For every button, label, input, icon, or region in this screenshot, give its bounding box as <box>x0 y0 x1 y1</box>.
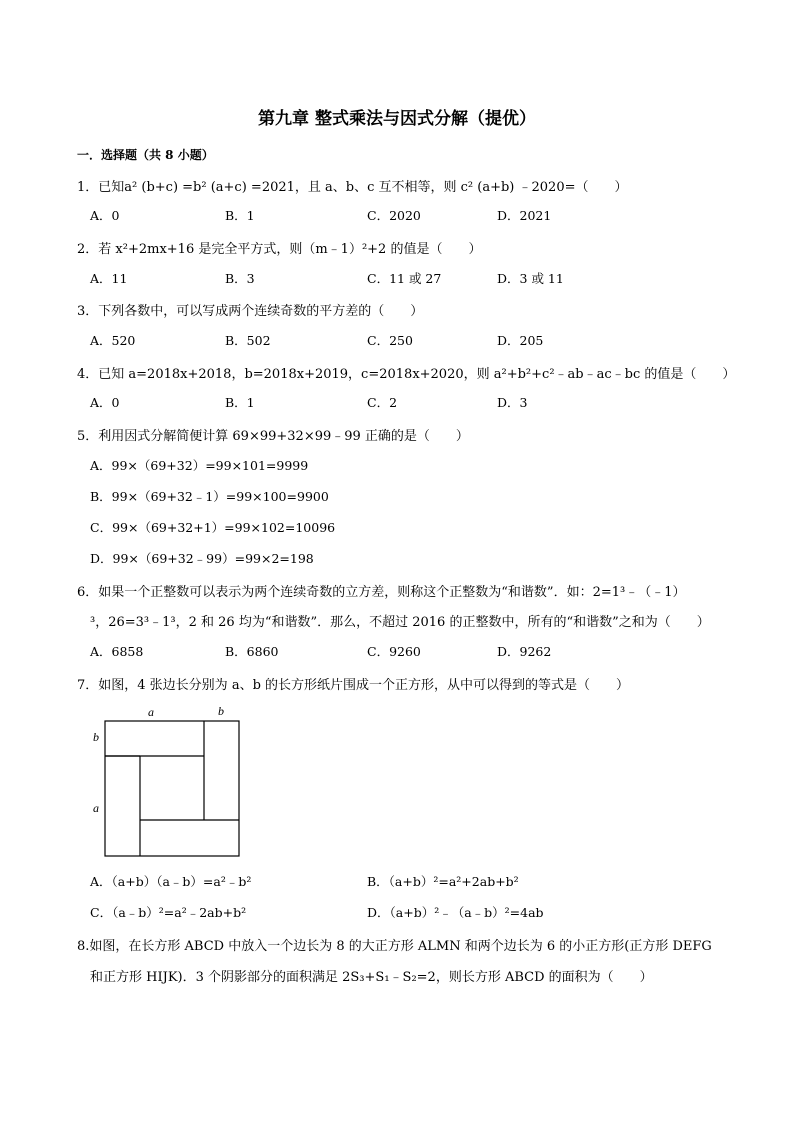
question-number: 6． <box>77 585 99 600</box>
option-a: A．0 <box>90 208 120 223</box>
question-6 <box>77 581 686 600</box>
question-number: 4． <box>77 367 99 382</box>
option-d: D．3 或 11 <box>497 271 564 286</box>
option-d: D．3 <box>497 395 528 410</box>
question-3 <box>77 300 423 319</box>
option-b: B．1 <box>225 208 255 223</box>
label-top-b: b <box>218 704 224 718</box>
option-b: B．3 <box>225 271 255 286</box>
option-d: D．205 <box>497 333 544 348</box>
option-d: D．99×（69+32﹣99）=99×2=198 <box>90 551 314 566</box>
label-left-b: b <box>93 730 99 744</box>
question-expression: a² (b+c) =b² (a+c) =2021，且 a、b、c 互不相等，则 c² (a+b) ﹣2020=（ ） <box>124 180 628 195</box>
option-b: B．99×（69+32﹣1）=99×100=9900 <box>90 489 329 504</box>
rectangles-square-figure <box>88 700 248 860</box>
question-1 <box>77 176 628 195</box>
option-a: A．0 <box>90 395 120 410</box>
outer-square <box>105 721 239 856</box>
option-c: C．2 <box>367 395 398 410</box>
question-number: 2． <box>77 242 99 257</box>
question-text: 下列各数中，可以写成两个连续奇数的平方差的（ ） <box>98 304 424 319</box>
option-a: A．6858 <box>90 644 144 659</box>
question-number: 1． <box>77 180 99 195</box>
question-number: 5． <box>77 429 99 444</box>
section-heading: 一．选择题（共 8 小题） <box>77 148 214 162</box>
option-d: D．9262 <box>497 644 552 659</box>
option-c: C．250 <box>367 333 413 348</box>
question-text: 已知 <box>98 180 125 195</box>
question-number: 8. <box>77 939 90 954</box>
option-b: B．（a+b）²=a²+2ab+b² <box>367 874 519 889</box>
option-b: B．6860 <box>225 644 279 659</box>
option-a: A．520 <box>90 333 136 348</box>
question-8 <box>77 935 712 954</box>
option-d: D．2021 <box>497 208 552 223</box>
option-a: A．99×（69+32）=99×101=9999 <box>90 458 309 473</box>
option-c: C．（a﹣b）²=a²﹣2ab+b² <box>90 905 247 920</box>
question-text-continued: 和正方形 HIJK)．3 个阴影部分的面积满足 2S₃+S₁﹣S₂=2，则长方形 ABCD 的面积为（ ） <box>90 970 653 985</box>
label-top-a: a <box>148 705 154 719</box>
question-number: 3． <box>77 304 99 319</box>
question-number: 7． <box>77 678 99 693</box>
question-7 <box>77 674 629 693</box>
option-a: A．（a+b）（a﹣b）=a²﹣b² <box>90 874 252 889</box>
question-text: 如图，在长方形 ABCD 中放入一个边长为 8 的大正方形 ALMN 和两个边长为 6 的小正方形(正方形 DEFG <box>89 939 712 954</box>
question-5 <box>77 425 469 444</box>
question-text: 利用因式分解简便计算 69×99+32×99﹣99 正确的是（ ） <box>98 429 469 444</box>
page-title: 第九章 整式乘法与因式分解（提优） <box>258 109 536 129</box>
option-c: C．9260 <box>367 644 421 659</box>
option-c: C．99×（69+32+1）=99×102=10096 <box>90 520 336 535</box>
option-b: B．1 <box>225 395 255 410</box>
option-c: C．11 或 27 <box>367 271 442 286</box>
question-text: 若 x²+2mx+16 是完全平方式，则（m﹣1）²+2 的值是（ ） <box>98 242 482 257</box>
option-b: B．502 <box>225 333 271 348</box>
label-left-a: a <box>93 801 99 815</box>
option-c: C．2020 <box>367 208 421 223</box>
question-2 <box>77 238 481 257</box>
question-text-continued: ³，26=3³﹣1³，2 和 26 均为“和谐数”．那么，不超过 2016 的正整数中，所有的“和谐数”之和为（ ） <box>90 615 710 630</box>
question-4 <box>77 363 735 382</box>
question-text: 如果一个正整数可以表示为两个连续奇数的立方差，则称这个正整数为“和谐数”．如：2=1³﹣（﹣1） <box>98 585 686 600</box>
option-d: D．（a+b）²﹣（a﹣b）²=4ab <box>367 905 544 920</box>
question-text: 已知 a=2018x+2018，b=2018x+2019，c=2018x+2020，则 a²+b²+c²﹣ab﹣ac﹣bc 的值是（ ） <box>98 367 736 382</box>
question-text: 如图，4 张边长分别为 a、b 的长方形纸片围成一个正方形，从中可以得到的等式是（ ） <box>98 678 630 693</box>
option-a: A．11 <box>90 271 128 286</box>
